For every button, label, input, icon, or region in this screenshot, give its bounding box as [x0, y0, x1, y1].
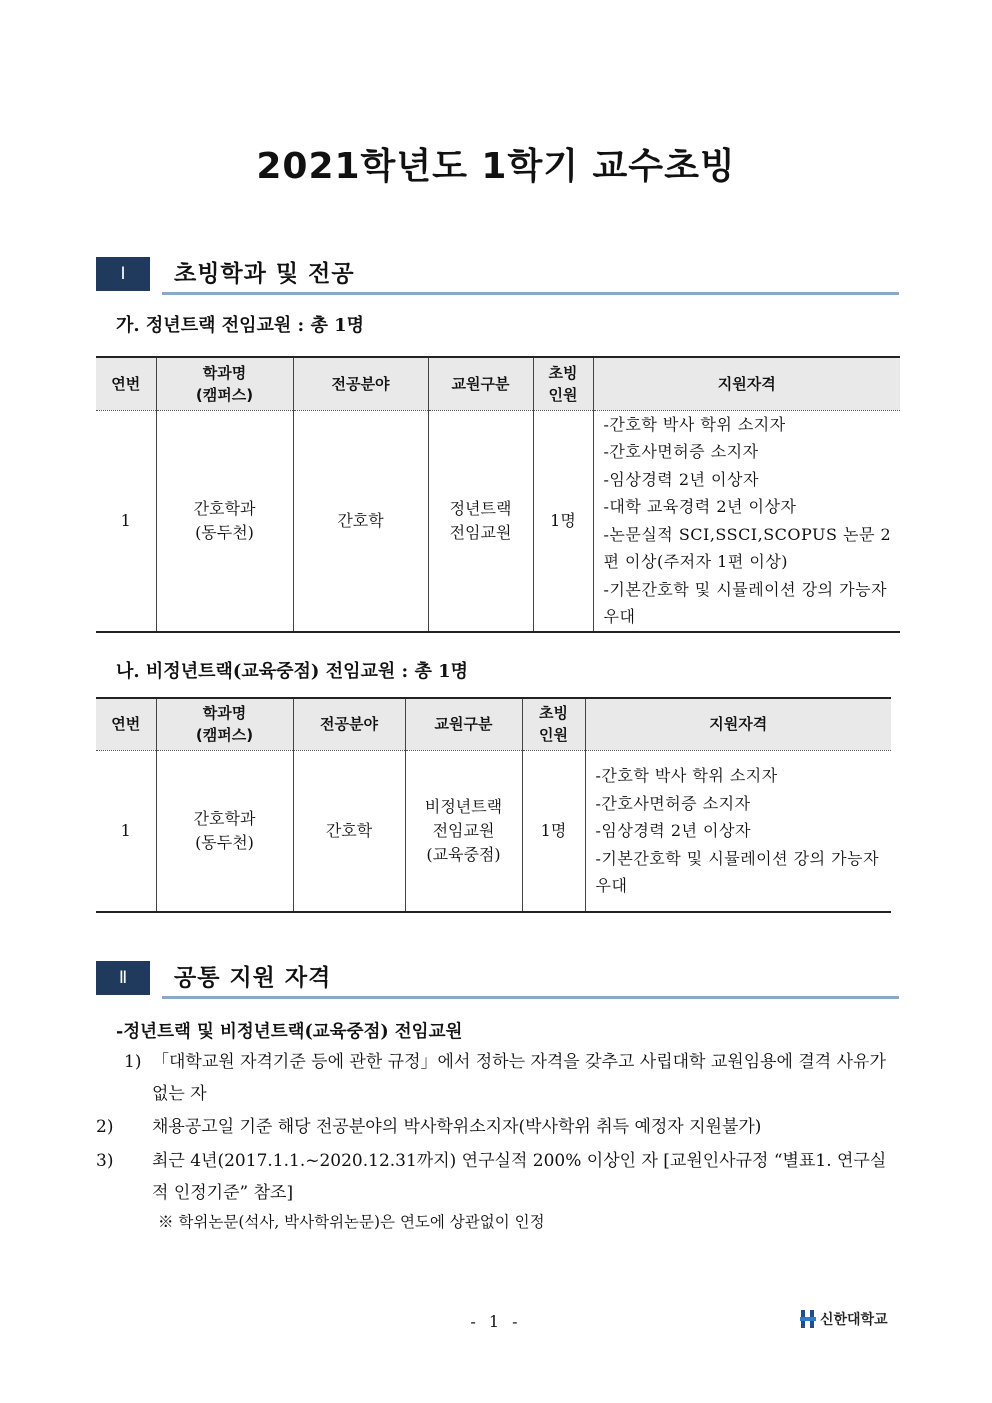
cell-dept	[156, 750, 293, 912]
header-field: 전공분야	[293, 357, 428, 410]
section-rule	[162, 996, 899, 999]
qualification-item: -임상경력 2년 이상자	[603, 469, 759, 489]
requirement-item	[96, 1111, 899, 1143]
header-no: 연번	[96, 698, 156, 750]
header-count	[522, 698, 585, 750]
section-title: 공통 지원 자격	[174, 965, 332, 991]
header-count-l1: 초빙	[539, 704, 568, 723]
section-header-2	[96, 961, 899, 997]
qualification-item: -기본간호학 및 시뮬레이션 강의 가능자 우대	[603, 579, 888, 626]
header-dept	[156, 357, 293, 410]
section-number: Ⅱ	[96, 961, 150, 995]
type-line-2: 전임교원	[432, 820, 495, 840]
section-rule	[162, 292, 899, 295]
page-title: 2021학년도 1학기 교수초빙	[256, 146, 736, 187]
common-heading: -정년트랙 및 비정년트랙(교육중점) 전임교원	[116, 1022, 463, 1042]
header-count-l2: 인원	[548, 385, 578, 404]
table-a	[96, 356, 900, 633]
qualification-item: -임상경력 2년 이상자	[595, 821, 751, 840]
qualification-item: -대학 교육경력 2년 이상자	[603, 497, 797, 516]
section-title: 초빙학과 및 전공	[174, 261, 355, 287]
campus-name: (동두천)	[195, 832, 254, 852]
item-text: 채용공고일 기준 해당 전공분야의 박사학위소지자(박사학위 취득 예정자 지원불가)	[152, 1117, 762, 1137]
header-dept	[156, 698, 293, 750]
cell-type	[428, 410, 533, 632]
header-campus-label: (캠퍼스)	[195, 726, 254, 745]
qualification-item: -간호학 박사 학위 소지자	[595, 766, 778, 785]
cell-count: 1명	[522, 750, 585, 912]
university-logo	[800, 1308, 888, 1330]
table-b	[96, 697, 891, 913]
campus-name: (동두천)	[195, 522, 254, 542]
header-count-l2: 인원	[539, 726, 568, 745]
cell-no: 1	[96, 750, 156, 912]
header-qualifications: 지원자격	[593, 357, 900, 410]
cell-qualifications	[593, 410, 900, 632]
cell-dept	[156, 410, 293, 632]
dept-name: 간호학과	[193, 808, 256, 828]
header-count-l1: 초빙	[548, 363, 578, 382]
type-line-3: (교육중점)	[426, 844, 501, 864]
type-line-2: 전임교원	[449, 522, 512, 542]
header-type: 교원구분	[405, 698, 522, 750]
header-campus-label: (캠퍼스)	[195, 385, 254, 404]
table-a-subtitle: 가. 정년트랙 전임교원 : 총 1명	[116, 315, 365, 336]
header-dept-label: 학과명	[202, 363, 247, 382]
header-type: 교원구분	[428, 357, 533, 410]
header-no: 연번	[96, 357, 156, 410]
header-field: 전공분야	[293, 698, 405, 750]
qualification-item: -기본간호학 및 시뮬레이션 강의 가능자 우대	[595, 848, 880, 895]
cell-type	[405, 750, 522, 912]
dept-name: 간호학과	[193, 498, 256, 518]
qualification-item: -논문실적 SCI,SSCI,SCOPUS 논문 2편 이상(주저자 1편 이상)	[603, 524, 892, 571]
cell-no: 1	[96, 410, 156, 632]
qualification-item: -간호사면허증 소지자	[603, 442, 759, 461]
item-text: 최근 4년(2017.1.1.~2020.12.31까지) 연구실적 200% 이상인 자 [교원인사규정 “별표1. 연구실적 인정기준” 참조]	[152, 1151, 887, 1203]
requirement-item	[96, 1145, 899, 1209]
qualification-item: -간호학 박사 학위 소지자	[603, 414, 786, 434]
type-line-1: 정년트랙	[449, 498, 512, 518]
section-header-1	[96, 257, 899, 293]
requirement-item	[124, 1046, 899, 1110]
item-text: 「대학교원 자격기준 등에 관한 규정」에서 정하는 자격을 갖추고 사립대학 교원임용에 결격 사유가 없는 자	[152, 1052, 886, 1104]
item-number: 2)	[96, 1117, 114, 1137]
logo-mark-icon	[800, 1309, 816, 1329]
header-count	[533, 357, 593, 410]
cell-field: 간호학	[293, 410, 428, 632]
section-number: Ⅰ	[96, 257, 150, 291]
type-line-1: 비정년트랙	[424, 796, 503, 816]
item-number: 3)	[96, 1151, 114, 1171]
logo-text: 신한대학교	[820, 1312, 888, 1328]
cell-count: 1명	[533, 410, 593, 632]
qualification-item: -간호사면허증 소지자	[595, 793, 751, 813]
cell-qualifications	[585, 750, 891, 912]
cell-field: 간호학	[293, 750, 405, 912]
header-dept-label: 학과명	[202, 704, 247, 723]
table-b-subtitle: 나. 비정년트랙(교육중점) 전임교원 : 총 1명	[116, 661, 469, 682]
page-number: - 1 -	[470, 1312, 522, 1331]
note-text: ※ 학위논문(석사, 박사학위논문)은 연도에 상관없이 인정	[158, 1213, 545, 1231]
header-qualifications: 지원자격	[585, 698, 891, 750]
item-number: 1)	[124, 1052, 142, 1072]
